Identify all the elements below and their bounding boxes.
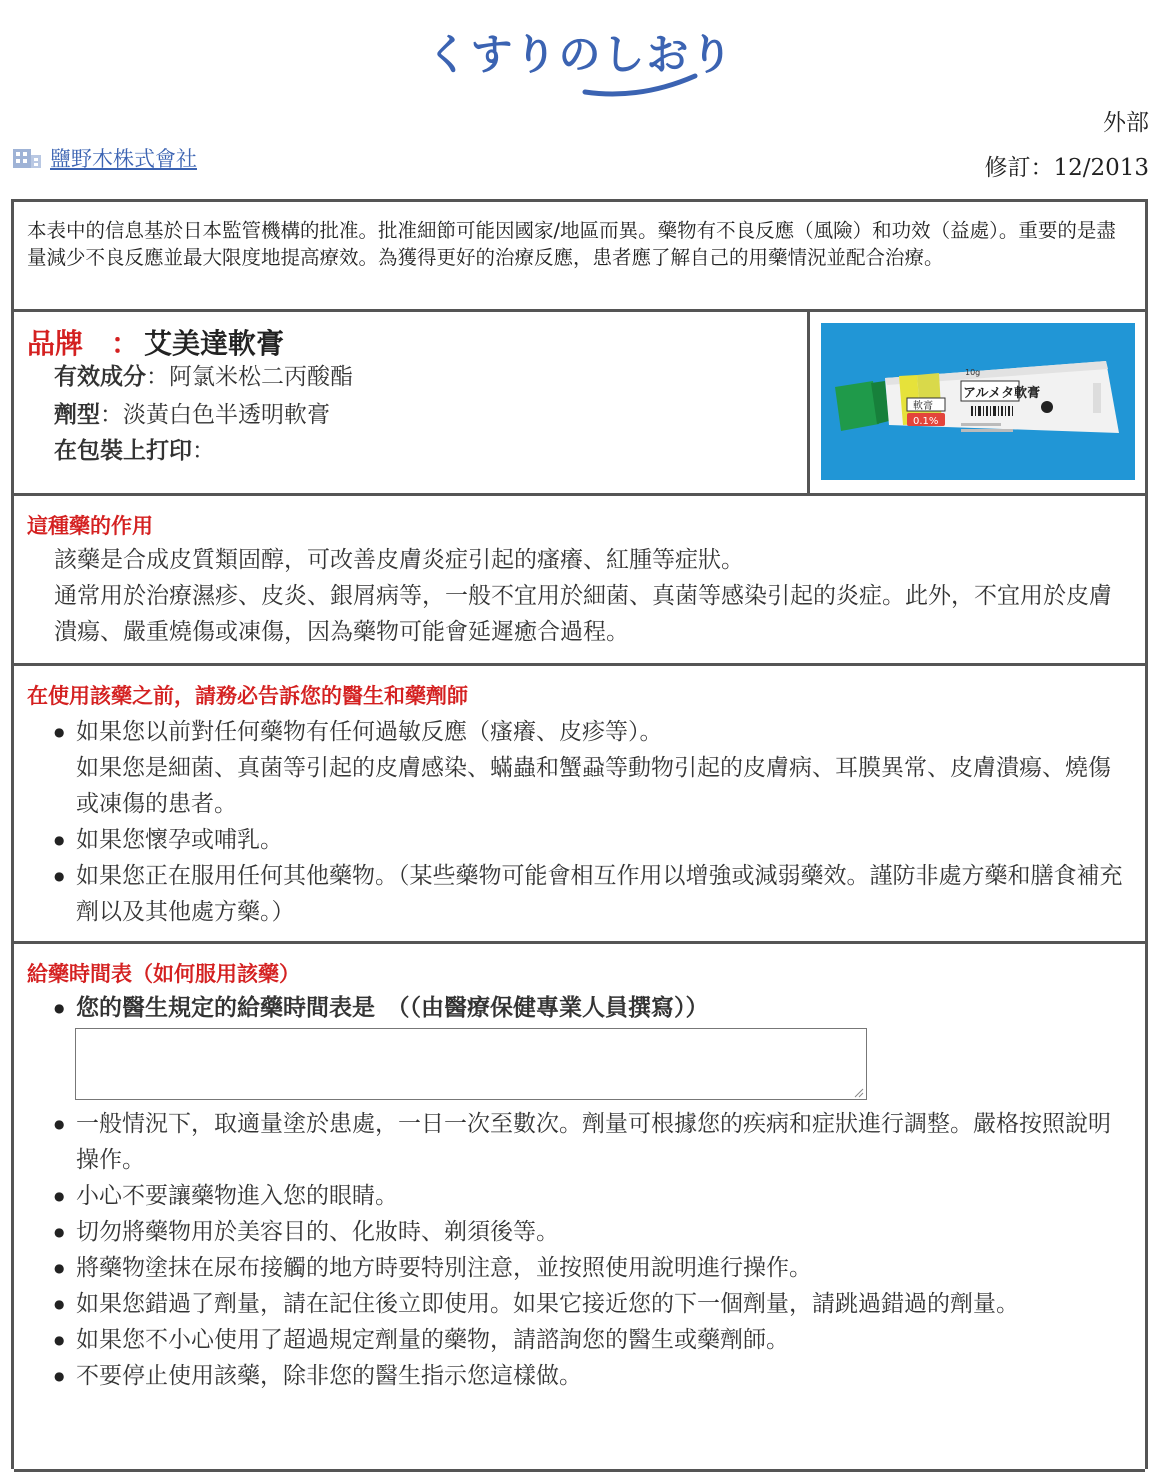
tube-label-weight: 10g bbox=[965, 368, 981, 377]
prescribed-schedule-label: ● 您的醫生規定的給藥時間表是 （（由醫療保健專業人員撰寫）） bbox=[54, 990, 1129, 1026]
logo-text: くすりのしおり bbox=[426, 30, 735, 79]
company-link-row[interactable] bbox=[12, 143, 197, 173]
action-title: 這種藥的作用 bbox=[27, 514, 153, 538]
medicine-info-table bbox=[11, 199, 1148, 1469]
brand-name: 艾美達軟膏 bbox=[144, 327, 285, 360]
imprint-label: 在包裝上打印 bbox=[54, 438, 192, 464]
intro-row bbox=[14, 202, 1145, 312]
list-item: ● 如果您正在服用任何其他藥物。（某些藥物可能會相互作用以增強或減弱藥效。謹防非處方藥和膳食補充劑以及其他處方藥。） bbox=[54, 858, 1129, 930]
list-item: ● 如果您錯過了劑量，請在記住後立即使用。如果它接近您的下一個劑量，請跳過錯過的劑量。 bbox=[54, 1286, 1129, 1322]
dosage-form-line bbox=[54, 396, 330, 429]
dosing-instructions-list bbox=[54, 1106, 1129, 1394]
before-use-list bbox=[54, 714, 1129, 930]
list-item: ● 切勿將藥物用於美容目的、化妝時、剃須後等。 bbox=[54, 1214, 1129, 1250]
tube-label-type: 軟膏 bbox=[913, 401, 933, 412]
prescribed-schedule-list bbox=[54, 990, 1129, 1026]
tube-label-strength: 0.1% bbox=[913, 416, 939, 427]
list-item: ● 小心不要讓藥物進入您的眼睛。 bbox=[54, 1178, 1129, 1214]
ingredient-value: ：阿氯米松二丙酸酯 bbox=[146, 364, 353, 390]
dosing-schedule-title: 給藥時間表（如何服用該藥） bbox=[27, 962, 300, 986]
list-item: ● 如果您懷孕或哺乳。 bbox=[54, 822, 1129, 858]
dosage-form-value: ：淡黃白色半透明軟膏 bbox=[100, 402, 330, 428]
dosage-form-label: 劑型 bbox=[54, 402, 100, 428]
before-use-section bbox=[14, 666, 1145, 944]
tube-label-name: アルメタ軟膏 bbox=[963, 386, 1041, 401]
intro-text: 本表中的信息基於日本監管機構的批准。批准細節可能因國家/地區而異。藥物有不良反應（風險）和功效（益處）。重要的是盡量減少不良反應並最大限度地提高療效。為獲得更好的治療反應，患者應了解自己的用藥情況並配合治療。 bbox=[27, 219, 1116, 269]
imprint-line bbox=[54, 432, 215, 465]
list-item: ● 不要停止使用該藥，除非您的醫生指示您這樣做。 bbox=[54, 1358, 1129, 1394]
kusuri-no-shiori-logo bbox=[0, 22, 1161, 82]
list-item: ● 如果您不小心使用了超過規定劑量的藥物，請諮詢您的醫生或藥劑師。 bbox=[54, 1322, 1129, 1358]
maker-logo-icon bbox=[1041, 401, 1053, 413]
brand-label: 品牌 ： bbox=[27, 327, 140, 360]
company-building-icon bbox=[12, 147, 42, 169]
product-image-cell bbox=[810, 312, 1145, 493]
prescribed-schedule-textarea[interactable] bbox=[75, 1028, 867, 1100]
list-item: ● 一般情況下，取適量塗於患處，一日一次至數次。劑量可根據您的疾病和症狀進行調整。嚴格按照說明操作。 bbox=[54, 1106, 1129, 1178]
resize-grip-icon[interactable] bbox=[852, 1086, 864, 1098]
ingredient-line bbox=[54, 358, 353, 391]
logo-swoosh-icon bbox=[580, 70, 700, 100]
ingredient-label: 有效成分 bbox=[54, 364, 146, 390]
action-line-2: 通常用於治療濕疹、皮炎、銀屑病等，一般不宜用於細菌、真菌等感染引起的炎症。此外，不宜用於皮膚潰瘍、嚴重燒傷或凍傷，因為藥物可能會延遲癒合過程。 bbox=[54, 583, 1112, 645]
route-label: 外部 bbox=[1103, 110, 1149, 136]
action-line-1: 該藥是合成皮質類固醇，可改善皮膚炎症引起的瘙癢、紅腫等症狀。 bbox=[54, 547, 744, 573]
imprint-value: ： bbox=[192, 438, 215, 464]
product-image bbox=[821, 323, 1135, 480]
dosing-schedule-section bbox=[14, 944, 1145, 1472]
list-item: ● 將藥物塗抹在尿布接觸的地方時要特別注意，並按照使用說明進行操作。 bbox=[54, 1250, 1129, 1286]
brand-info bbox=[14, 312, 810, 493]
revision-date: 修訂：12/2013 bbox=[984, 155, 1149, 181]
company-link[interactable]: 鹽野木株式會社 bbox=[50, 147, 197, 171]
brand-row bbox=[14, 312, 1145, 496]
action-section bbox=[14, 496, 1145, 666]
list-item: ● 如果您以前對任何藥物有任何過敏反應（瘙癢、皮疹等）。 如果您是細菌、真菌等引起的皮膚感染、蟎蟲和蟹蝨等動物引起的皮膚病、耳膜異常、皮膚潰瘍、燒傷或凍傷的患者。 bbox=[54, 714, 1129, 822]
before-use-title: 在使用該藥之前，請務必告訴您的醫生和藥劑師 bbox=[27, 684, 468, 708]
